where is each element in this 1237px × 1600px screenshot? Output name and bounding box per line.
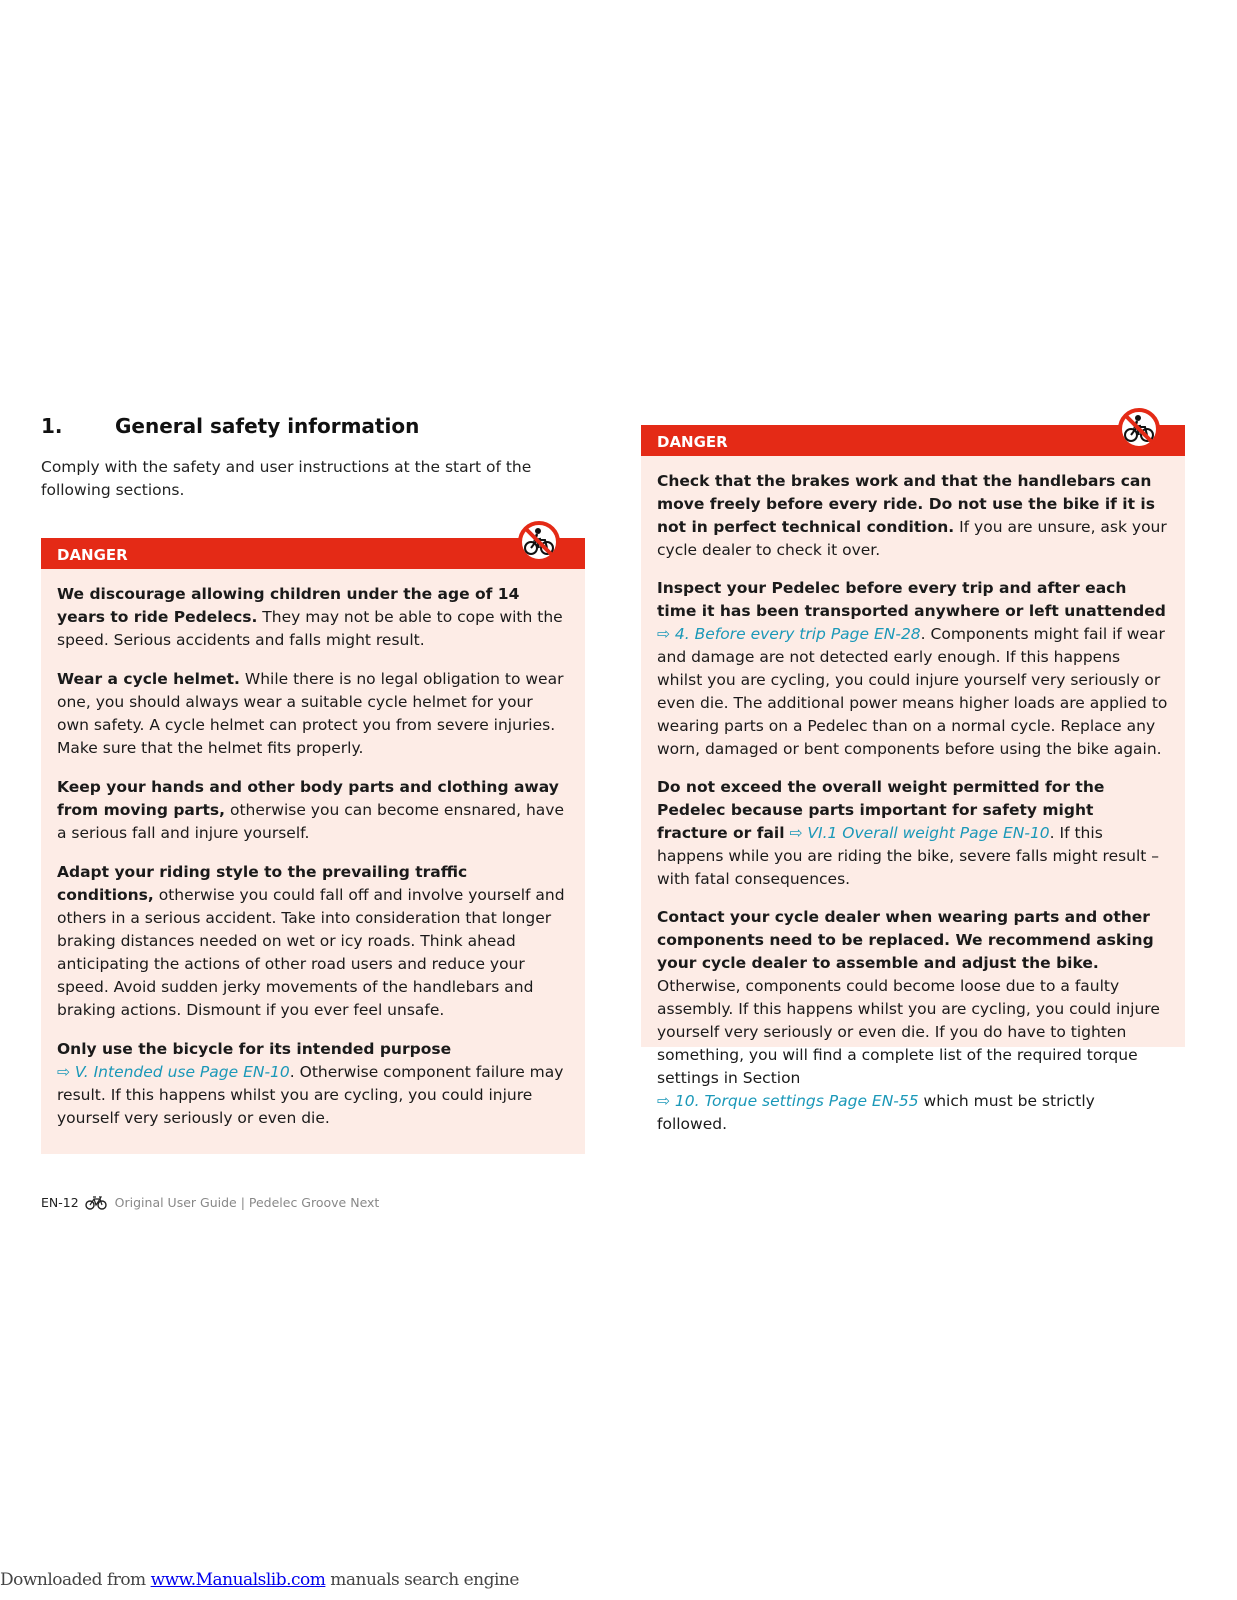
right-paragraph-4 (657, 906, 1169, 1136)
danger-box-left (41, 538, 585, 1154)
intro-text: Comply with the safety and user instructions at the start of the following sections. (41, 458, 532, 499)
download-prefix: Downloaded from (0, 1570, 151, 1590)
right-p1-text: If you are unsure, ask your cycle dealer to check it over. (657, 518, 1167, 559)
section-heading (41, 414, 419, 438)
right-p4-text: Otherwise, components could become loose due to a faulty assembly. If this happens whilst you are cycling, you could injure yourself very seriously or even die. If you do have to tighten something, you will find a complete list of the required torque settings in Section (657, 977, 1160, 1087)
left-p3-bold: Keep your hands and other body parts and clothing away from moving parts, (57, 778, 559, 819)
danger-box-right (641, 425, 1185, 1133)
left-p4-text: otherwise you could fall off and involve yourself and others in a serious accident. Take into consideration that longer braking distances needed on wet or icy roads. Think ahead anticipating the actions of other road users and reduce your speed. Avoid sudden jerky movements of the handlebars and braking actions. Dismount if you ever feel unsafe. (57, 886, 565, 1019)
page-footer (41, 1195, 379, 1210)
overall-weight-link[interactable]: ⇨ VI.1 Overall weight Page EN-10 (789, 824, 1050, 842)
danger-label: DANGER (57, 546, 128, 564)
intended-use-link[interactable]: ⇨ V. Intended use Page EN-10 (57, 1063, 290, 1081)
left-p1-bold: We discourage allowing children under the age of 14 years to ride Pedelecs. (57, 585, 520, 626)
section-title: General safety information (115, 414, 420, 438)
left-p2-bold: Wear a cycle helmet. (57, 670, 240, 688)
page-number: EN-12 (41, 1195, 79, 1210)
danger-header (641, 425, 1185, 456)
danger-header (41, 538, 585, 569)
left-paragraph-2 (57, 668, 569, 760)
right-p3-text: . If this happens while you are riding the bike, severe falls might result – with fatal consequences. (657, 824, 1160, 888)
danger-label: DANGER (657, 433, 728, 451)
right-p3-bold: Do not exceed the overall weight permitted for the Pedelec because parts important for safety might fracture or fail (657, 778, 1105, 842)
section-number: 1. (41, 414, 63, 438)
left-paragraph-5 (57, 1038, 569, 1130)
right-p1-bold: Check that the brakes work and that the handlebars can move freely before every ride. Do not use the bike if it is not in perfect technical condition. (657, 472, 1155, 536)
manualslib-link[interactable]: www.Manualslib.com (150, 1570, 326, 1590)
left-paragraph-4 (57, 861, 569, 1022)
left-p3-text: otherwise you can become ensnared, have a serious fall and injure yourself. (57, 801, 564, 842)
left-p5-bold: Only use the bicycle for its intended purpose (57, 1040, 452, 1058)
guide-title: Original User Guide | Pedelec Groove Next (114, 1195, 380, 1210)
left-p5-text: . Otherwise component failure may result. If this happens whilst you are cycling, you could injure yourself very seriously or even die. (57, 1063, 564, 1127)
left-p2-text: While there is no legal obligation to wear one, you should always wear a suitable cycle helmet for your own safety. A cycle helmet can protect you from severe injuries. Make sure that the helmet fits properly. (57, 670, 564, 757)
left-p4-bold: Adapt your riding style to the prevailing traffic conditions, (57, 863, 468, 904)
download-notice (0, 1570, 519, 1590)
bicycle-icon (85, 1196, 107, 1210)
right-paragraph-1 (657, 470, 1169, 562)
right-p4-text-end: which must be strictly followed. (657, 1092, 1095, 1133)
right-p2-bold: Inspect your Pedelec before every trip and after each time it has been transported anywhere or left unattended (657, 579, 1166, 620)
left-paragraph-1 (57, 583, 569, 652)
no-children-cycling-icon (517, 520, 561, 564)
download-suffix: manuals search engine (325, 1570, 519, 1590)
torque-settings-link[interactable]: ⇨ 10. Torque settings Page EN-55 (657, 1092, 919, 1110)
right-paragraph-2 (657, 577, 1169, 761)
before-every-trip-link[interactable]: ⇨ 4. Before every trip Page EN-28 (657, 625, 921, 643)
right-p2-text: . Components might fail if wear and damage are not detected early enough. If this happens whilst you are cycling, you could injure yourself very seriously or even die. The additional power means higher loads are applied to wearing parts on a Pedelec than on a normal cycle. Replace any worn, damaged or bent components before using the bike again. (657, 625, 1168, 758)
no-children-cycling-icon (1117, 407, 1161, 451)
left-p1-text: They may not be able to cope with the speed. Serious accidents and falls might result. (57, 608, 563, 649)
left-paragraph-3 (57, 776, 569, 845)
right-paragraph-3 (657, 776, 1169, 891)
right-p4-bold: Contact your cycle dealer when wearing parts and other components need to be replaced. We recommend asking your cycle dealer to assemble and adjust the bike. (657, 908, 1154, 972)
